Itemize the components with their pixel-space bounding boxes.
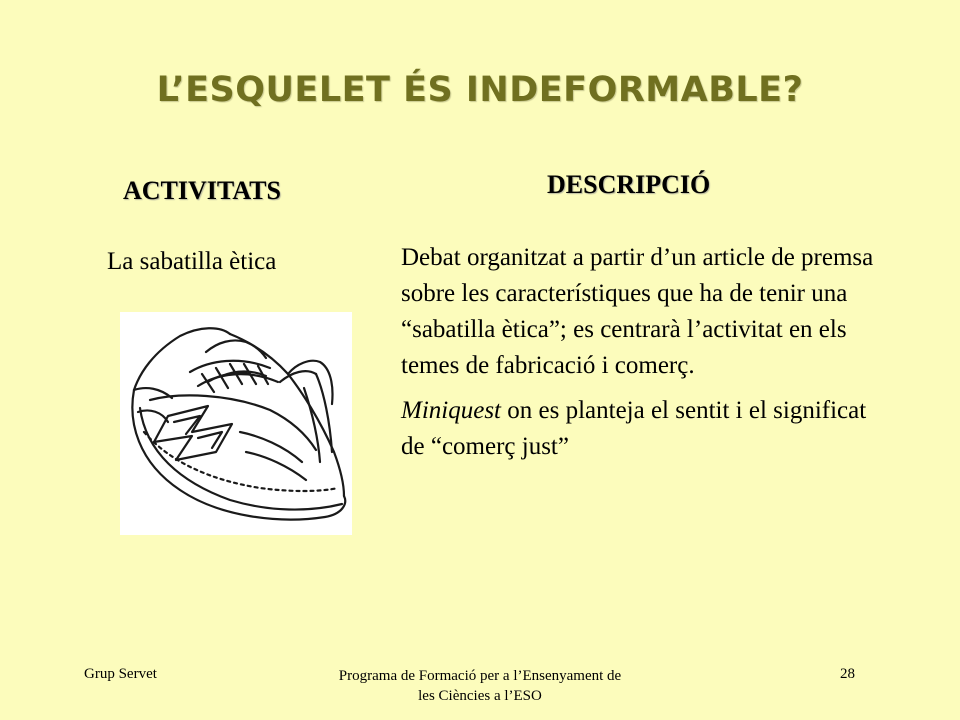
page-number: 28: [840, 666, 855, 682]
miniquest-term: Miniquest: [401, 397, 501, 424]
miniquest-paragraph: [401, 393, 881, 465]
footer-program: Programa de Formació per a l’Ensenyament de les Ciències a l’ESO: [338, 668, 622, 704]
sneaker-drawing-icon: [120, 312, 352, 535]
descripcio-heading: DESCRIPCIÓ: [547, 170, 711, 199]
description-paragraph: Debat organitzat a partir d’un article de premsa sobre les característiques que ha de tenir una “sabatilla ètica”; es centrarà l’activitat en els temes de fabricació i comerç.: [401, 244, 874, 379]
activitats-heading: ACTIVITATS: [123, 176, 281, 205]
footer-author: Grup Servet: [84, 666, 157, 682]
activity-name: La sabatilla ètica: [107, 248, 277, 275]
slide-title: L’ESQUELET ÉS INDEFORMABLE?: [156, 70, 804, 110]
activity-description: [401, 240, 881, 465]
miniquest-text: on es planteja el sentit i el significat de “comerç just”: [401, 397, 867, 460]
